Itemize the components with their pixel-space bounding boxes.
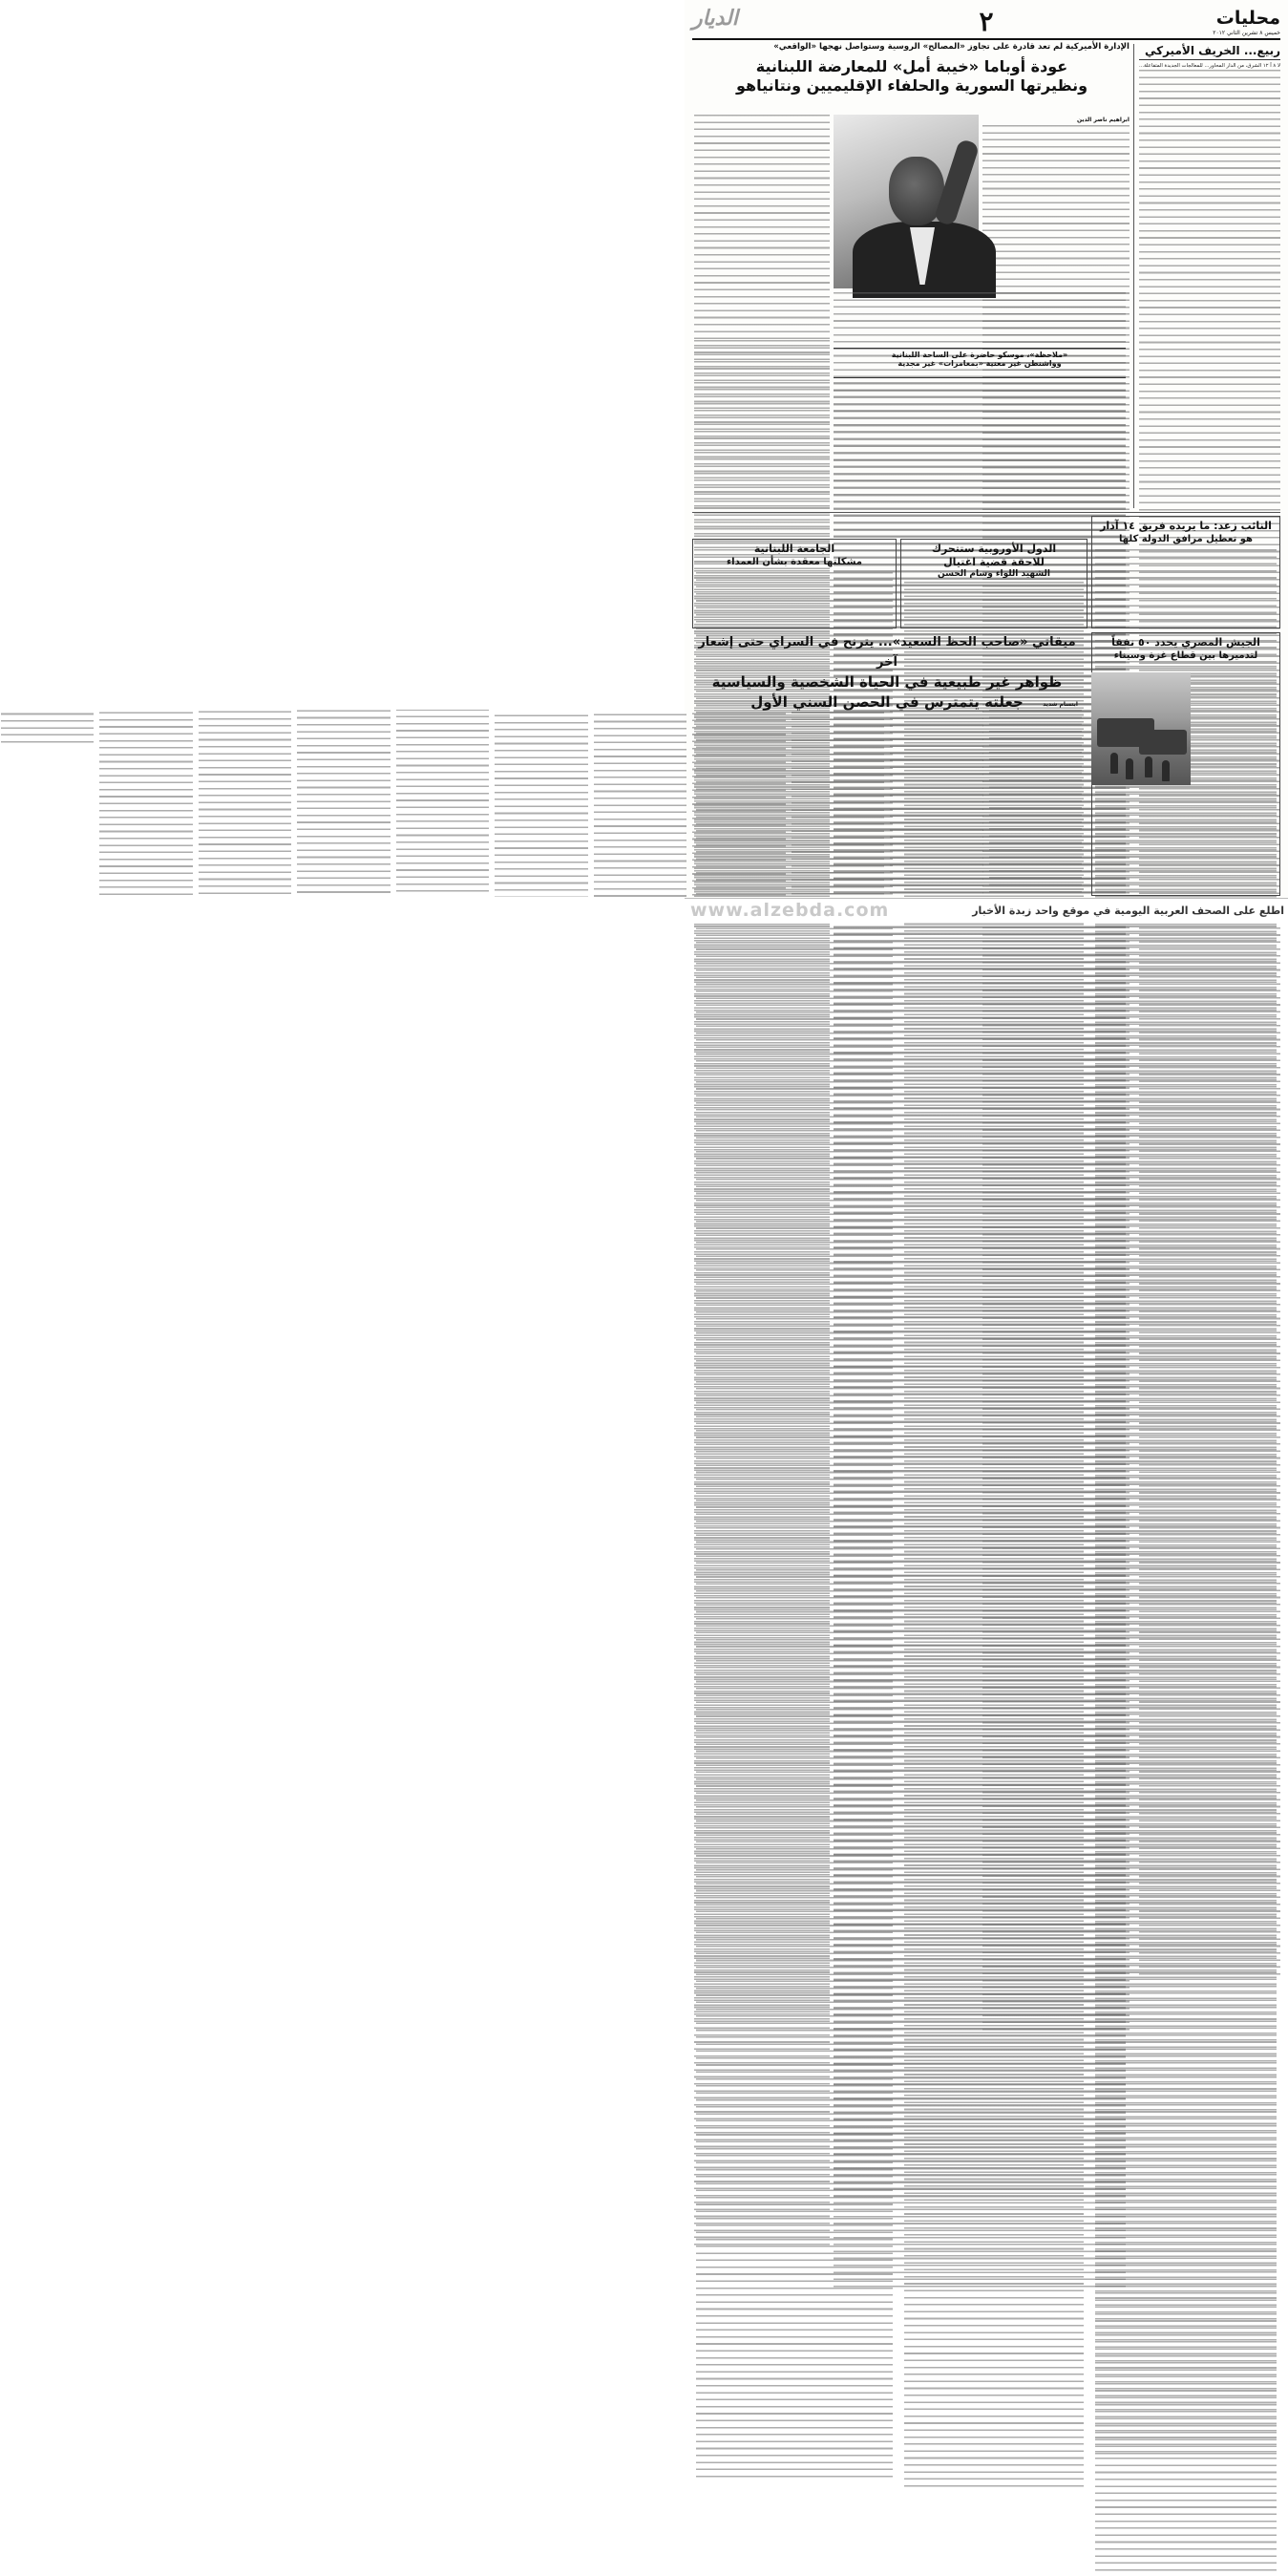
box-university-title: الجامعة اللبنانية — [753, 543, 835, 555]
footer-promo: اطلع على الصحف العربية اليومية في موقع واحد زبدة الأخبار — [972, 905, 1284, 917]
box-university-subtitle: مشكلتها معقدة بشأن العمداء — [727, 557, 862, 567]
main-headline-1: عودة أوباما «خيبة أمل» للمعارضة اللبنانية — [755, 57, 1068, 75]
section-title: محليات — [1215, 8, 1280, 29]
main-story-header — [694, 42, 1130, 118]
column-divider — [1133, 44, 1134, 508]
box-judge-story — [1091, 516, 1280, 628]
main-story-byline: ابراهيم ناصر الدين — [1076, 117, 1130, 123]
main-story-col-3-lower — [694, 340, 830, 508]
masthead — [692, 4, 1280, 40]
box-judge-subtitle: هو تعطيل مرافق الدولة كلها — [1119, 534, 1253, 544]
bottom-headline-3: جعلته يتمترس في الحصن السني الأول — [750, 693, 1024, 711]
newspaper-page — [685, 0, 1288, 923]
right-column-body: لا ٨ آ ١٢ الشرق، من الدار المحاور... للمعالجات الجديدة المتفاعلة... — [1139, 63, 1280, 502]
pullquote-line-2: وواشنطن غير معنية «بمغامرات» غير مجدية — [897, 359, 1062, 368]
newspaper-logo: الديار — [692, 6, 738, 31]
main-story-col-2-lower — [834, 292, 1126, 348]
box-eu-title: الدول الأوروبية ستتحرك — [931, 543, 1057, 555]
footer-bar — [685, 898, 1288, 923]
bottom-story-body — [692, 699, 1082, 896]
main-story-bottom — [834, 382, 1126, 508]
box-eu-title-2: للاحقة قضية اغتيال — [943, 556, 1045, 568]
pullquote-line-1: «ملاحظة»، موسكو حاضرة على الساحة اللبنانية — [891, 351, 1068, 359]
main-story-col-3 — [694, 115, 830, 336]
obama-photo — [834, 115, 979, 288]
box-army-title: الجيش المصري يحدد ٥٠ نفقاً — [1111, 636, 1260, 649]
main-headline-2: ونظيرتها السورية والحلفاء الإقليميين ونتانياهو — [735, 76, 1088, 95]
page-number: ٢ — [979, 6, 994, 37]
box-judge-title: النائب زعد: ما يريده فريق ١٤ آذار — [1100, 520, 1272, 532]
box-university-story — [692, 539, 897, 628]
right-column-title: ربيع... الخريف الأميركي — [1139, 44, 1280, 60]
right-column — [1139, 44, 1280, 508]
bottom-headline-2: ظواهر غير طبيعية في الحياة الشخصية والسياسية — [711, 673, 1063, 691]
box-eu-story — [900, 539, 1087, 628]
footer-website[interactable]: www.alzebda.com — [690, 900, 890, 921]
issue-date: خميس ٨ تشرين الثاني ٢٠١٢ — [1213, 30, 1280, 36]
army-photo — [1091, 672, 1191, 785]
section-divider — [692, 512, 1280, 513]
bottom-headline-1: ميقاتي «صاحب الحظ السعيد»... يترنح في السراي حتى إشعار آخر — [698, 635, 1076, 670]
main-pullquote — [834, 348, 1126, 378]
box-eu-subtitle: الشهيد اللواء وسام الحسن — [938, 569, 1050, 579]
bottom-story-byline: ابتسام شديد — [1043, 701, 1078, 708]
main-story-kicker: الإدارة الأميركية لم تعد قادرة على تجاوز «المصالح» الروسية وستواصل نهجها «الواقعي» — [773, 42, 1130, 52]
box-army-subtitle: لتدميرها بين قطاع غزة وسيناء — [1113, 650, 1258, 661]
